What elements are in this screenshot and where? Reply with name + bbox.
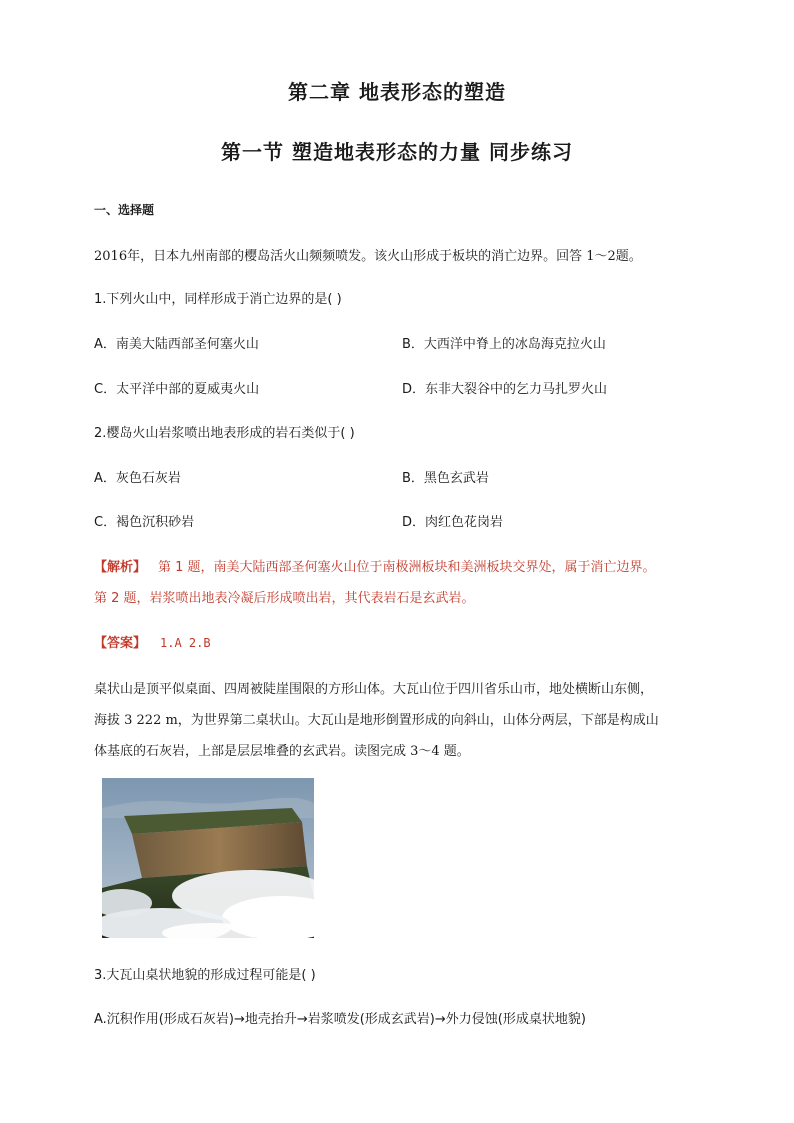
table-mountain-photo [102, 778, 314, 938]
intro-paragraph-2-line-3: 体基底的石灰岩，上部是层层堆叠的玄武岩。读图完成 3～4 题。 [94, 744, 470, 759]
section-heading: 一、选择题 [94, 203, 155, 217]
intro-paragraph-2-line-2: 海拔 3 222 m，为世界第二桌状山。大瓦山是地形倒置形成的向斜山，山体分两层，下部是构成山 [94, 713, 659, 728]
answer-value: 1.A 2.B [160, 636, 211, 650]
question-1-stem: 1.下列火山中，同样形成于消亡边界的是( ) [94, 292, 342, 307]
answer-label: 【答案】 [94, 636, 147, 651]
analysis-line-2: 第 2 题，岩浆喷出地表冷凝后形成喷出岩，其代表岩石是玄武岩。 [94, 591, 475, 606]
section-title: 第一节 塑造地表形态的力量 同步练习 [221, 140, 573, 164]
question-1-option-a: A．南美大陆西部圣何塞火山 [94, 337, 259, 352]
question-2-option-c: C．褐色沉积砂岩 [94, 515, 195, 530]
question-3-option-a: A.沉积作用(形成石灰岩)→地壳抬升→岩浆喷发(形成玄武岩)→外力侵蚀(形成桌状地貌) [94, 1012, 586, 1027]
question-2-option-d: D．肉红色花岗岩 [402, 515, 504, 530]
question-1-option-d: D．东非大裂谷中的乞力马扎罗火山 [402, 382, 608, 397]
chapter-title: 第二章 地表形态的塑造 [288, 80, 506, 104]
question-3-stem: 3.大瓦山桌状地貌的形成过程可能是( ) [94, 968, 316, 983]
intro-paragraph-2-line-1: 桌状山是顶平似桌面、四周被陡崖围限的方形山体。大瓦山位于四川省乐山市，地处横断山东侧， [94, 682, 654, 697]
analysis-label: 【解析】 [94, 560, 147, 575]
intro-paragraph-1: 2016年，日本九州南部的樱岛活火山频频喷发。该火山形成于板块的消亡边界。回答 1～2题。 [94, 249, 642, 264]
question-2-option-b: B．黑色玄武岩 [402, 471, 489, 486]
analysis-text-1: 第 1 题，南美大陆西部圣何塞火山位于南极洲板块和美洲板块交界处，属于消亡边界。 [158, 560, 656, 575]
question-1-option-c: C．太平洋中部的夏威夷火山 [94, 382, 260, 397]
question-2-option-a: A．灰色石灰岩 [94, 471, 181, 486]
question-2-stem: 2.樱岛火山岩浆喷出地表形成的岩石类似于( ) [94, 426, 355, 441]
answer-line [94, 632, 211, 651]
question-1-option-b: B．大西洋中脊上的冰岛海克拉火山 [402, 337, 606, 352]
analysis-line-1 [94, 556, 656, 575]
